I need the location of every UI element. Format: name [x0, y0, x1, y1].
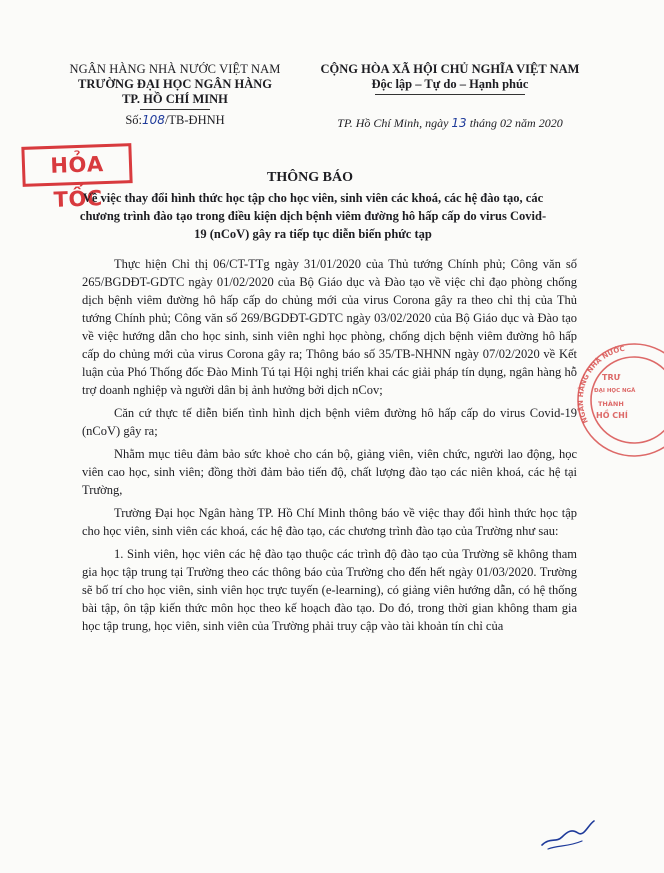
seal-line-c: THÀNH: [598, 400, 624, 408]
paragraph-item-1: 1. Sinh viên, học viên các hệ đào tạo thuộc các trình độ đào tạo của Trường sẽ không tham gia học tập trung tại Trường theo các thông báo của Trường cho đến hết ngày 01/03/2020. Trường sẽ bố trí cho học viên, sinh viên học trực tuyến (e-learning), có giảng viên hướng dẫn, có hệ thống bài tập, ôn tập kiến thức môn học theo kế hoạch đào tạo. Do đó, trong thời gian không tham gia học tập trung, học viên, sinh viên của Trường phải truy cập vào tài khoản tín chỉ của: [82, 547, 577, 633]
paragraph-objective: Nhằm mục tiêu đảm bảo sức khoẻ cho cán bộ, giảng viên, viên chức, người lao động, học viên cao học, sinh viên; đồng thời đảm bảo tiến độ, chất lượng đào tạo các niên khoá, các hệ tại Trường,: [82, 447, 577, 497]
seal-outer-text: NGÂN HÀNG NHÀ NƯỚC: [576, 344, 626, 425]
urgent-stamp: HỎA TỐC: [21, 143, 132, 187]
document-body: [82, 255, 577, 640]
national-header: [300, 62, 600, 95]
seal-line-a: TRƯ: [602, 373, 621, 382]
paragraph-legal-basis: Thực hiện Chỉ thị 06/CT-TTg ngày 31/01/2020 của Thủ tướng Chính phủ; Công văn số 265/BGDĐT-GDTC ngày 01/02/2020 của Bộ Giáo dục và Đào tạo về việc chỉ đạo phòng chống dịch bệnh viêm đường hô hấp cấp do chủng mới của virus Corona gây ra theo chỉ thị của Thủ tướng Chính phủ; Công văn số 269/BGDĐT-GDTC ngày 03/02/2020 của Bộ Giáo dục và Đào tạo về việc hướng dẫn cho học sinh, sinh viên nghỉ học phòng, chống dịch bệnh viêm đường hô hấp cấp do chủng mới của virus Corona gây ra; Thông báo số 35/TB-NHNN ngày 07/02/2020 về Kết luận của Phó Thống đốc Đào Minh Tú tại Hội nghị triển khai các giải pháp tín dụng, ngân hàng hỗ trợ doanh nghiệp và người dân bị ảnh hưởng bởi dịch nCov;: [82, 257, 577, 397]
issuer-header: [50, 62, 300, 128]
seal-line-b: ĐẠI HỌC NGÂ: [594, 388, 636, 394]
date-year: năm 2020: [515, 116, 563, 130]
issuer-parent-org: NGÂN HÀNG NHÀ NƯỚC VIỆT NAM: [69, 62, 281, 76]
seal-line-d: HỒ CHÍ: [596, 411, 628, 420]
document-title: THÔNG BÁO: [267, 170, 353, 185]
document-number: [50, 113, 300, 128]
place-and-date: [300, 116, 600, 131]
national-title: CỘNG HÒA XÃ HỘI CHỦ NGHĨA VIỆT NAM: [320, 62, 580, 76]
official-seal: [574, 340, 664, 460]
date-month: tháng 02: [469, 116, 513, 130]
issuer-name: TRƯỜNG ĐẠI HỌC NGÂN HÀNG: [78, 77, 272, 91]
document-subject: Về việc thay đổi hình thức học tập cho học viên, sinh viên các khoá, các hệ đào tạo, các chương trình đào tạo trong điều kiện dịch bệnh viêm đường hô hấp cấp do virus Covid-19 (nCoV) gây ra tiếp tục diễn biến phức tạp: [79, 191, 547, 241]
document-number-handwritten: 108: [142, 113, 165, 127]
document-number-prefix: Số:: [125, 113, 143, 127]
signature-mark: [538, 815, 598, 855]
issuer-underline: [140, 109, 210, 110]
date-day-handwritten: 13: [451, 116, 467, 130]
issuer-city: TP. HỒ CHÍ MINH: [122, 92, 228, 106]
paragraph-situation: Căn cứ thực tế diễn biến tình hình dịch bệnh viêm đường hô hấp cấp do virus Covid-19 (nCoV) gây ra;: [82, 406, 577, 438]
date-prefix: TP. Hồ Chí Minh, ngày: [337, 116, 449, 130]
national-motto: Độc lập – Tự do – Hạnh phúc: [371, 77, 529, 91]
document-number-suffix: /TB-ĐHNH: [164, 113, 225, 127]
motto-underline: [375, 94, 525, 95]
paragraph-announcement: Trường Đại học Ngân hàng TP. Hồ Chí Minh thông báo về việc thay đổi hình thức học tập cho học viên, sinh viên các khoá, các hệ đào tạo, các chương trình đào tạo của Trường như sau:: [82, 506, 577, 538]
